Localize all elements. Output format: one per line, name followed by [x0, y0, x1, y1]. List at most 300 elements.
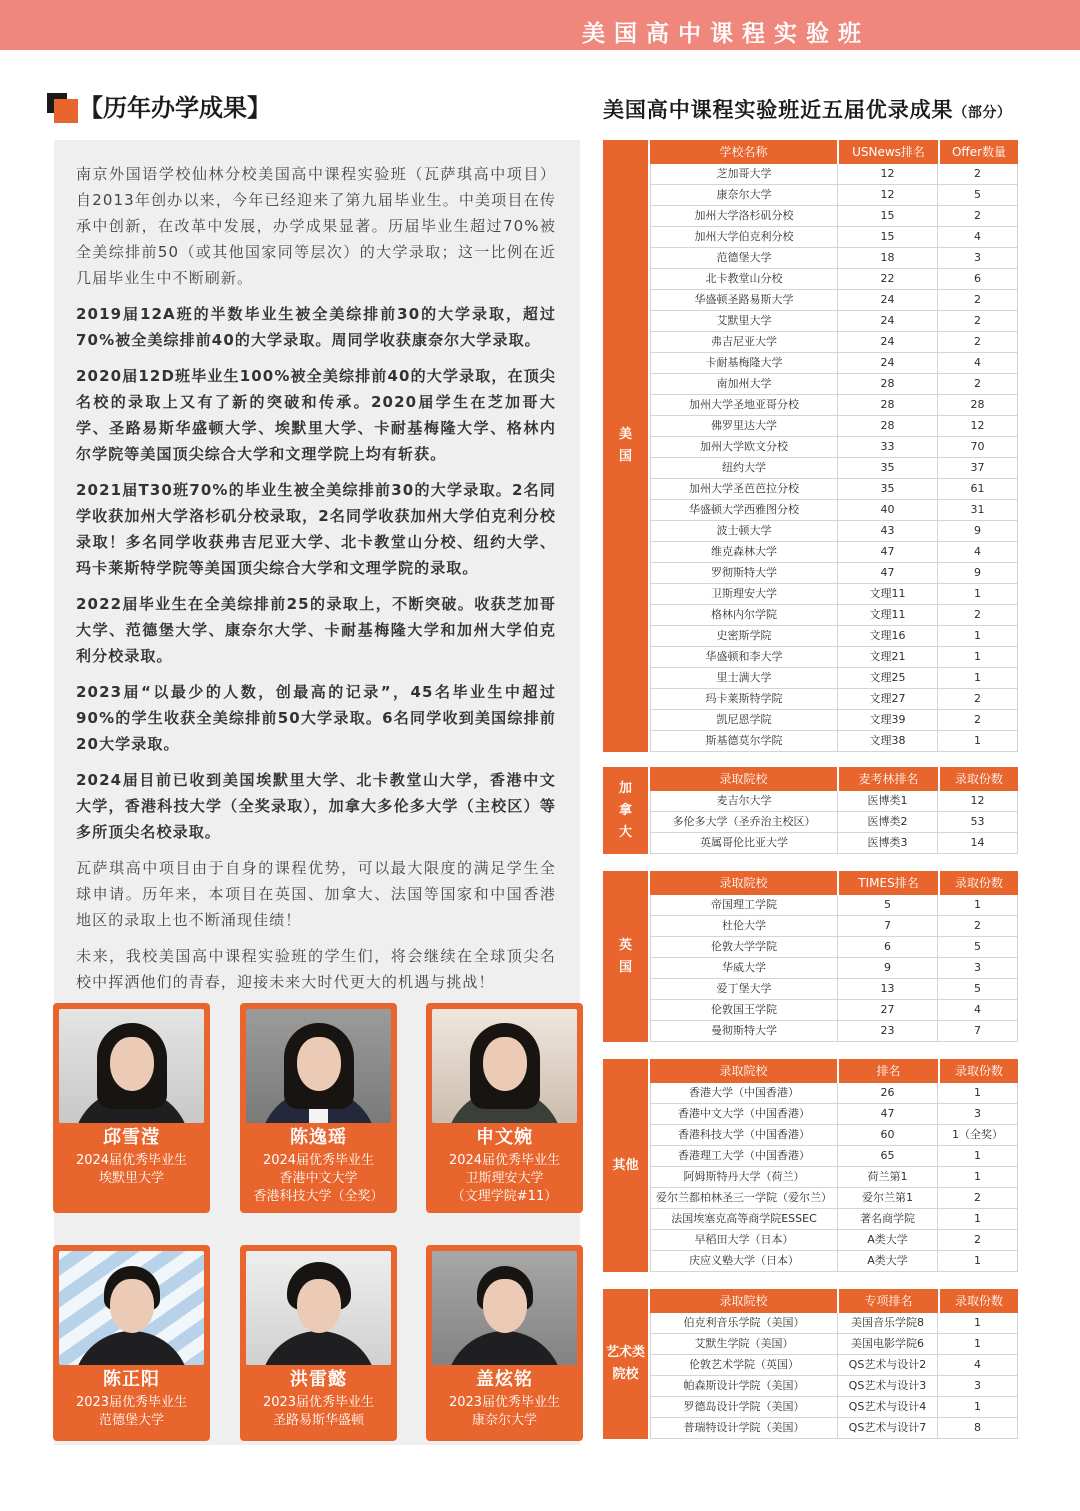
student-card	[53, 1245, 210, 1441]
offer-count-cell: 1	[937, 1083, 1017, 1103]
offer-count-cell: 3	[937, 1376, 1017, 1396]
school-name-cell: 多伦多大学（圣乔治主校区）	[672, 815, 816, 828]
offer-count-cell: 8	[937, 1418, 1017, 1438]
offer-count-cell: 1	[937, 668, 1017, 688]
ranking-cell: 24	[837, 353, 937, 373]
school-name-cell: 英属哥伦比亚大学	[700, 836, 788, 849]
column-header: 录取院校	[650, 1289, 837, 1313]
table-row	[651, 458, 1017, 479]
offer-count-cell: 1	[937, 731, 1017, 751]
region-label	[603, 767, 648, 854]
school-name-cell: 艾默生学院（美国）	[694, 1337, 794, 1350]
school-name-cell: 庆应义塾大学（日本）	[689, 1254, 799, 1267]
offer-count-cell: 2	[937, 1230, 1017, 1250]
ranking-cell: 文理11	[837, 605, 937, 625]
student-admission: 范德堡大学	[98, 1413, 164, 1428]
offer-count-cell: 4	[937, 1000, 1017, 1020]
column-header: 录取院校	[650, 767, 837, 791]
school-name-cell: 华威大学	[722, 961, 766, 974]
offer-count-cell: 1	[937, 647, 1017, 667]
table-row	[651, 1334, 1017, 1355]
ranking-cell: QS艺术与设计7	[837, 1418, 937, 1438]
offer-count-cell: 2	[937, 605, 1017, 625]
admissions-table-other	[603, 1059, 1018, 1272]
results-table	[650, 140, 1018, 752]
offer-count-cell: 12	[937, 791, 1017, 811]
student-class-year: 2024届优秀毕业生	[262, 1153, 375, 1168]
table-row	[651, 1167, 1017, 1188]
student-class-year: 2023届优秀毕业生	[262, 1395, 375, 1410]
region-label	[603, 1289, 648, 1439]
offer-count-cell: 9	[937, 521, 1017, 541]
table-row	[651, 1188, 1017, 1209]
offer-count-cell: 2	[937, 1188, 1017, 1208]
table-row	[651, 605, 1017, 626]
offer-count-cell: 2	[937, 916, 1017, 936]
school-name-cell: 普瑞特设计学院（美国）	[683, 1421, 805, 1434]
photo-figure-face	[483, 1279, 527, 1333]
ranking-cell: A类大学	[837, 1251, 937, 1271]
table-row	[651, 227, 1017, 248]
table-row	[651, 626, 1017, 647]
school-name-cell: 玛卡莱斯特学院	[705, 692, 783, 705]
offer-count-cell: 1	[937, 895, 1017, 915]
admissions-table-uk	[603, 871, 1018, 1042]
student-name: 洪雷懿	[290, 1369, 347, 1390]
school-name-cell: 罗德岛设计学院（美国）	[683, 1400, 805, 1413]
school-name-cell: 史密斯学院	[716, 629, 772, 642]
school-name-cell: 加州大学欧文分校	[700, 440, 788, 453]
column-header: 录取份数	[940, 871, 1018, 895]
school-name-cell: 罗彻斯特大学	[711, 566, 777, 579]
school-name-cell: 爱丁堡大学	[716, 982, 772, 995]
ranking-cell: 荷兰第1	[837, 1167, 937, 1187]
table-body	[650, 895, 1018, 1042]
ranking-cell: 9	[837, 958, 937, 978]
offer-count-cell: 1	[937, 1251, 1017, 1271]
table-row	[651, 1021, 1017, 1042]
school-name-cell: 曼彻斯特大学	[711, 1024, 777, 1037]
school-name-cell: 北卡教堂山分校	[705, 272, 783, 285]
offer-count-cell: 1	[937, 1397, 1017, 1417]
offer-count-cell: 2	[937, 689, 1017, 709]
school-name-cell: 华盛顿圣路易斯大学	[694, 293, 794, 306]
table-row	[651, 185, 1017, 206]
student-admission: 康奈尔大学	[471, 1413, 537, 1428]
school-name-cell: 早稻田大学（日本）	[694, 1233, 794, 1246]
offer-count-cell: 1	[937, 626, 1017, 646]
ranking-cell: 文理27	[837, 689, 937, 709]
offer-count-cell: 4	[937, 1355, 1017, 1375]
school-name-cell: 卫斯理安大学	[711, 587, 777, 600]
table-row	[651, 958, 1017, 979]
table-row	[651, 269, 1017, 290]
school-name-cell: 范德堡大学	[716, 251, 772, 264]
class-2024-paragraph: 2024届目前已收到美国埃默里大学、北卡教堂山大学，香港中文大学，香港科技大学（全奖录取），加拿大多伦多大学（主校区）等多所顶尖名校录取。	[76, 771, 556, 841]
student-photo	[59, 1009, 204, 1123]
top-banner	[0, 0, 1080, 50]
photo-figure-body	[260, 1331, 377, 1365]
student-details	[53, 1394, 210, 1430]
student-card	[426, 1003, 583, 1213]
ranking-cell: 美国音乐学院8	[837, 1313, 937, 1333]
achievements-text	[76, 161, 556, 997]
table-row	[651, 710, 1017, 731]
student-card	[240, 1003, 397, 1213]
outlook-paragraph: 未来，我校美国高中课程实验班的学生们，将会继续在全球顶尖名校中挥洒他们的青春，迎接未来大时代更大的机遇与挑战！	[76, 947, 556, 991]
ranking-cell: 爱尔兰第1	[837, 1188, 937, 1208]
class-2022-paragraph: 2022届毕业生在全美综排前25的录取上，不断突破。收获芝加哥大学、范德堡大学、康奈尔大学、卡耐基梅隆大学和加州大学伯克利分校录取。	[76, 595, 556, 665]
ranking-cell: 6	[837, 937, 937, 957]
ranking-cell: A类大学	[837, 1230, 937, 1250]
offer-count-cell: 61	[937, 479, 1017, 499]
student-details	[240, 1394, 397, 1430]
table-row	[651, 248, 1017, 269]
ranking-cell: QS艺术与设计4	[837, 1397, 937, 1417]
admissions-table-art	[603, 1289, 1018, 1439]
table-row	[651, 668, 1017, 689]
ranking-cell: 47	[837, 563, 937, 583]
table-body	[650, 1313, 1018, 1439]
school-name-cell: 帝国理工学院	[711, 898, 777, 911]
table-body	[650, 1083, 1018, 1272]
ranking-cell: 5	[837, 895, 937, 915]
ranking-cell: 文理39	[837, 710, 937, 730]
table-row	[651, 542, 1017, 563]
ranking-cell: 24	[837, 311, 937, 331]
school-name-cell: 法国埃塞克高等商学院ESSEC	[671, 1212, 817, 1225]
admissions-table-usa	[603, 140, 1018, 752]
ranking-cell: 医博类3	[837, 833, 937, 853]
table-row	[651, 937, 1017, 958]
offer-count-cell: 1（全奖）	[937, 1125, 1017, 1145]
intro-paragraph: 南京外国语学校仙林分校美国高中课程实验班（瓦萨琪高中项目）自2013年创办以来，今年已经迎来了第九届毕业生。中美项目在传承中创新，在改革中发展，办学成果显著。历届毕业生超过70%被全美综排前50（或其他国家同等层次）的大学录取；这一比例在近几届毕业生中不断刷新。	[76, 165, 556, 287]
offer-count-cell: 2	[937, 311, 1017, 331]
offer-count-cell: 5	[937, 979, 1017, 999]
column-header: 专项排名	[839, 1289, 938, 1313]
school-name-cell: 香港中文大学（中国香港）	[678, 1107, 810, 1120]
offer-count-cell: 14	[937, 833, 1017, 853]
ranking-cell: 文理21	[837, 647, 937, 667]
column-header: Offer数量	[940, 140, 1018, 164]
offer-count-cell: 4	[937, 542, 1017, 562]
table-header	[650, 767, 1018, 791]
results-table	[650, 1289, 1018, 1439]
banner-title: 美国高中课程实验班	[582, 21, 870, 47]
table-body	[650, 164, 1018, 752]
achievements-heading: 【历年办学成果】	[79, 94, 271, 122]
photo-figure-face	[297, 1279, 341, 1333]
ranking-cell: QS艺术与设计2	[837, 1355, 937, 1375]
table-row	[651, 416, 1017, 437]
school-name-cell: 佛罗里达大学	[711, 419, 777, 432]
ranking-cell: 12	[837, 185, 937, 205]
school-name-cell: 伦敦大学学院	[711, 940, 777, 953]
offer-count-cell: 1	[937, 1334, 1017, 1354]
table-row	[651, 290, 1017, 311]
ranking-cell: 医博类1	[837, 791, 937, 811]
table-row	[651, 731, 1017, 752]
student-admission: 香港科技大学（全奖）	[253, 1189, 384, 1204]
class-2019-paragraph: 2019届12A班的半数毕业生被全美综排前30的大学录取，超过70%被全美综排前40的大学录取。周同学收获康奈尔大学录取。	[76, 305, 556, 349]
table-row	[651, 479, 1017, 500]
ranking-cell: 13	[837, 979, 937, 999]
table-body	[650, 791, 1018, 854]
student-photo	[59, 1251, 204, 1365]
ranking-cell: 27	[837, 1000, 937, 1020]
school-name-cell: 加州大学圣芭芭拉分校	[689, 482, 799, 495]
school-name-cell: 波士顿大学	[716, 524, 772, 537]
table-row	[651, 353, 1017, 374]
column-header: TIMES排名	[839, 871, 938, 895]
table-row	[651, 374, 1017, 395]
ranking-cell: 12	[837, 164, 937, 184]
table-row	[651, 437, 1017, 458]
table-row	[651, 647, 1017, 668]
column-header: 排名	[839, 1059, 938, 1083]
student-class-year: 2024届优秀毕业生	[75, 1153, 188, 1168]
school-name-cell: 南加州大学	[716, 377, 772, 390]
ranking-cell: 文理16	[837, 626, 937, 646]
table-row	[651, 833, 1017, 854]
class-2023-paragraph: 2023届“以最少的人数，创最高的记录”，45名毕业生中超过90%的学生收获全美综排前50大学录取。6名同学收到美国综排前20大学录取。	[76, 683, 556, 753]
offer-count-cell: 2	[937, 710, 1017, 730]
student-card	[53, 1003, 210, 1213]
table-row	[651, 1397, 1017, 1418]
school-name-cell: 帕森斯设计学院（美国）	[683, 1379, 805, 1392]
table-header	[650, 1289, 1018, 1313]
offer-count-cell: 1	[937, 1167, 1017, 1187]
table-row	[651, 164, 1017, 185]
photo-figure-face	[110, 1037, 154, 1091]
student-photo	[432, 1251, 577, 1365]
column-header: 录取院校	[650, 871, 837, 895]
column-header: USNews排名	[839, 140, 938, 164]
ranking-cell: 著名商学院	[837, 1209, 937, 1229]
ranking-cell: 15	[837, 227, 937, 247]
school-name-cell: 杜伦大学	[722, 919, 766, 932]
offer-count-cell: 3	[937, 958, 1017, 978]
offer-count-cell: 1	[937, 584, 1017, 604]
offer-count-cell: 4	[937, 353, 1017, 373]
student-photo	[246, 1251, 391, 1365]
student-details	[53, 1152, 210, 1188]
ranking-cell: 文理38	[837, 731, 937, 751]
school-name-cell: 爱尔兰都柏林圣三一学院（爱尔兰）	[656, 1191, 832, 1204]
offer-count-cell: 3	[937, 1104, 1017, 1124]
ranking-cell: 43	[837, 521, 937, 541]
region-label	[603, 871, 648, 1042]
offer-count-cell: 2	[937, 290, 1017, 310]
admissions-title-note: （部分）	[953, 105, 1012, 121]
table-row	[651, 916, 1017, 937]
ranking-cell: 28	[837, 374, 937, 394]
offer-count-cell: 5	[937, 185, 1017, 205]
ranking-cell: 28	[837, 395, 937, 415]
student-admission-note: （文理学院#11）	[451, 1189, 558, 1204]
table-row	[651, 500, 1017, 521]
ranking-cell: 28	[837, 416, 937, 436]
student-details	[426, 1394, 583, 1430]
table-row	[651, 791, 1017, 812]
student-class-year: 2024届优秀毕业生	[448, 1153, 561, 1168]
student-photo	[246, 1009, 391, 1123]
offer-count-cell: 31	[937, 500, 1017, 520]
region-label-text: 加拿大	[618, 780, 632, 840]
school-name-cell: 维克森林大学	[711, 545, 777, 558]
table-row	[651, 521, 1017, 542]
offer-count-cell: 5	[937, 937, 1017, 957]
photo-figure-face	[297, 1037, 341, 1091]
table-header	[650, 871, 1018, 895]
ranking-cell: 33	[837, 437, 937, 457]
ranking-cell: 15	[837, 206, 937, 226]
school-name-cell: 加州大学洛杉矶分校	[694, 209, 794, 222]
school-name-cell: 华盛顿和李大学	[705, 650, 783, 663]
offer-count-cell: 2	[937, 164, 1017, 184]
region-label-text: 英国	[618, 937, 632, 975]
offer-count-cell: 4	[937, 227, 1017, 247]
table-header	[650, 140, 1018, 164]
student-details	[240, 1152, 397, 1206]
table-row	[651, 1230, 1017, 1251]
ranking-cell: 65	[837, 1146, 937, 1166]
table-row	[651, 332, 1017, 353]
ranking-cell: 文理25	[837, 668, 937, 688]
school-name-cell: 艾默里大学	[716, 314, 772, 327]
ranking-cell: 24	[837, 290, 937, 310]
results-table	[650, 1059, 1018, 1272]
table-row	[651, 206, 1017, 227]
offer-count-cell: 1	[937, 1209, 1017, 1229]
school-name-cell: 华盛顿大学西雅图分校	[689, 503, 799, 516]
table-row	[651, 1146, 1017, 1167]
results-table	[650, 767, 1018, 854]
student-name: 邱雪滢	[103, 1127, 160, 1148]
table-row	[651, 1355, 1017, 1376]
school-name-cell: 香港科技大学（中国香港）	[678, 1128, 810, 1141]
table-row	[651, 395, 1017, 416]
column-header: 录取院校	[650, 1059, 837, 1083]
offer-count-cell: 3	[937, 248, 1017, 268]
student-name: 陈正阳	[103, 1369, 160, 1390]
school-name-cell: 香港理工大学（中国香港）	[678, 1149, 810, 1162]
ranking-cell: 47	[837, 542, 937, 562]
ranking-cell: 60	[837, 1125, 937, 1145]
table-header	[650, 1059, 1018, 1083]
photo-figure-body	[73, 1331, 190, 1365]
offer-count-cell: 28	[937, 395, 1017, 415]
table-row	[651, 689, 1017, 710]
student-photo	[432, 1009, 577, 1123]
student-admission: 埃默里大学	[98, 1171, 164, 1186]
column-header: 录取份数	[940, 767, 1018, 791]
table-row	[651, 1083, 1017, 1104]
school-name-cell: 纽约大学	[722, 461, 766, 474]
table-row	[651, 1209, 1017, 1230]
ranking-cell: 35	[837, 479, 937, 499]
admissions-title	[603, 96, 1011, 124]
table-row	[651, 812, 1017, 833]
ranking-cell: 47	[837, 1104, 937, 1124]
offer-count-cell: 2	[937, 374, 1017, 394]
school-name-cell: 加州大学圣地亚哥分校	[689, 398, 799, 411]
table-row	[651, 1125, 1017, 1146]
table-row	[651, 1418, 1017, 1439]
school-name-cell: 芝加哥大学	[716, 167, 772, 180]
school-name-cell: 加州大学伯克利分校	[694, 230, 794, 243]
school-name-cell: 康奈尔大学	[716, 188, 772, 201]
square-bullet-icon	[47, 93, 78, 123]
offer-count-cell: 37	[937, 458, 1017, 478]
student-card	[240, 1245, 397, 1441]
table-row	[651, 311, 1017, 332]
ranking-cell: 35	[837, 458, 937, 478]
region-label-text: 美国	[618, 427, 632, 464]
photo-figure-face	[110, 1279, 154, 1333]
ranking-cell: 文理11	[837, 584, 937, 604]
ranking-cell: 美国电影学院6	[837, 1334, 937, 1354]
school-name-cell: 里士满大学	[716, 671, 772, 684]
table-row	[651, 584, 1017, 605]
column-header: 麦考林排名	[839, 767, 938, 791]
student-card	[426, 1245, 583, 1441]
ranking-cell: QS艺术与设计3	[837, 1376, 937, 1396]
offer-count-cell: 12	[937, 416, 1017, 436]
student-name: 陈逸瑶	[290, 1127, 347, 1148]
offer-count-cell: 70	[937, 437, 1017, 457]
class-2021-paragraph: 2021届T30班70%的毕业生被全美综排前30的大学录取。2名同学收获加州大学洛杉矶分校录取，2名同学收获加州大学伯克利分校录取！多名同学收获弗吉尼亚大学、北卡教堂山分校、纽约大学、玛卡莱斯特学院等美国顶尖综合大学和文理学院的录取。	[76, 481, 556, 577]
ranking-cell: 23	[837, 1021, 937, 1041]
offer-count-cell: 6	[937, 269, 1017, 289]
ranking-cell: 18	[837, 248, 937, 268]
ranking-cell: 26	[837, 1083, 937, 1103]
student-name: 盖炫铭	[476, 1369, 533, 1390]
admissions-title-text: 美国高中课程实验班近五届优录成果	[603, 98, 954, 122]
column-header: 录取份数	[940, 1059, 1018, 1083]
school-name-cell: 弗吉尼亚大学	[711, 335, 777, 348]
table-row	[651, 1000, 1017, 1021]
region-label-text: 其他	[612, 1157, 639, 1173]
photo-figure-face	[483, 1037, 527, 1091]
offer-count-cell: 53	[937, 812, 1017, 832]
student-admission: 卫斯理安大学	[465, 1171, 544, 1186]
class-2020-paragraph: 2020届12D班毕业生100%被全美综排前40的大学录取，在顶尖名校的录取上又有了新的突破和传承。2020届学生在芝加哥大学、圣路易斯华盛顿大学、埃默里大学、卡耐基梅隆大学、格林内尔学院等美国顶尖综合大学和文理学院上均有斩获。	[76, 367, 556, 463]
ranking-cell: 40	[837, 500, 937, 520]
school-name-cell: 香港大学（中国香港）	[689, 1086, 799, 1099]
table-row	[651, 895, 1017, 916]
column-header: 学校名称	[650, 140, 837, 164]
admissions-table-canada	[603, 767, 1018, 854]
school-name-cell: 凯尼恩学院	[716, 713, 772, 726]
table-row	[651, 1104, 1017, 1125]
school-name-cell: 斯基德莫尔学院	[705, 734, 783, 747]
region-label	[603, 140, 648, 752]
school-name-cell: 麦吉尔大学	[716, 794, 772, 807]
student-class-year: 2023届优秀毕业生	[448, 1395, 561, 1410]
student-details	[426, 1152, 583, 1206]
global-admissions-paragraph: 瓦萨琪高中项目由于自身的课程优势，可以最大限度的满足学生全球申请。历年来，本项目在英国、加拿大、法国等国家和中国香港地区的录取上也不断涌现佳绩！	[76, 859, 556, 929]
table-row	[651, 1313, 1017, 1334]
region-label	[603, 1059, 648, 1272]
table-row	[651, 979, 1017, 1000]
school-name-cell: 伯克利音乐学院（美国）	[683, 1316, 805, 1329]
student-name: 申文婉	[476, 1127, 533, 1148]
offer-count-cell: 7	[937, 1021, 1017, 1041]
student-class-year: 2023届优秀毕业生	[75, 1395, 188, 1410]
school-name-cell: 伦敦国王学院	[711, 1003, 777, 1016]
offer-count-cell: 1	[937, 1146, 1017, 1166]
